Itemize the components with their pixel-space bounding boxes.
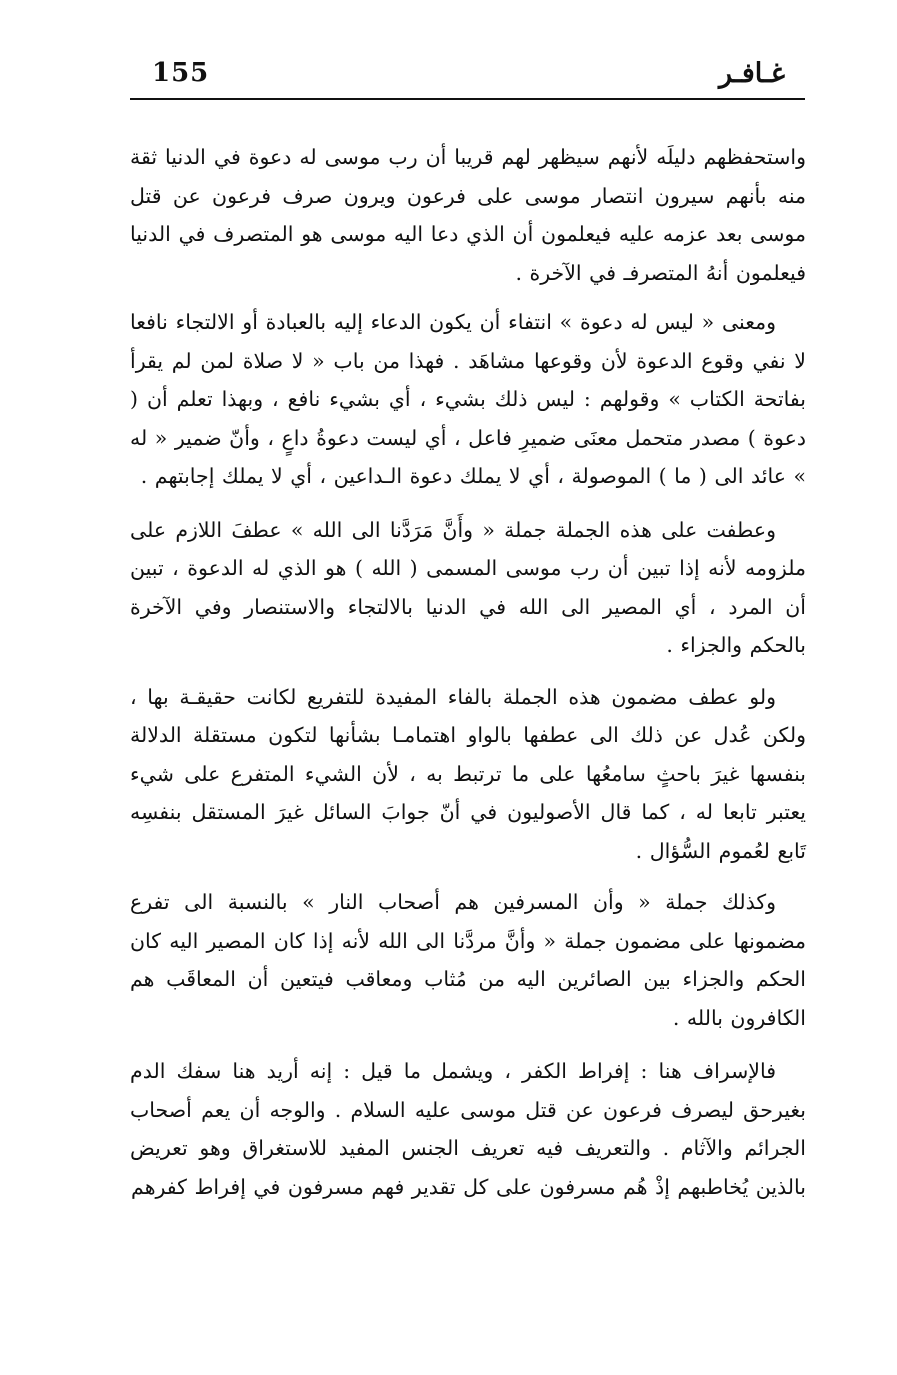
paragraph-6: فالإسراف هنا : إفراط الكفر ، ويشمل ما قيل : إنه أريد هنا سفك الدم بغيرحق ليصرف فرعون عن قتل موسى عليه السلام . والوجه أن يعم أصحاب الجرائم والآثام . والتعريف فيه تعريف الجنس المفيد للاستغراق وهو تعريض بالذين يُخاطبهم إذْ هُم مسرفون على كل تقدير فهم مسرفون في إفراط كفرهم [130,1059,806,1199]
header-rule [130,98,805,100]
running-title: غـافـر [719,58,785,89]
paragraph-2: ومعنى « ليس له دعوة » انتفاء أن يكون الدعاء إليه بالعبادة أو الالتجاء نافعا لا نفي وقوع الدعوة لأن وقوعها مشاهَد . فهذا من باب « لا صلاة لمن لم يقرأ بفاتحة الكتاب » وقولهم : ليس ذلك بشيء ، أي بشيء نافع ، وبهذا تعلم أن ( دعوة ) مصدر متحمل معنَى ضميرِ فاعل ، أي ليست دعوةُ داعٍ ، وأنّ ضمير « له » عائد الى ( ما ) الموصولة ، أي لا يملك دعوة الـداعين ، أي لا يملك إجابتهم . [130,310,806,488]
page-number: 155 [152,58,210,88]
body-text [130,138,806,1206]
paragraph-1: واستحفظهم دليلَه لأنهم سيظهر لهم قريبا أن رب موسى له دعوة في الدنيا ثقة منه بأنهم سيرون انتصار موسى على فرعون ويرون صرف فرعون عن قتل موسى بعد عزمه عليه فيعلمون أن الذي دعا اليه موسى هو المتصرف في الدنيا فيعلمون أنهُ المتصرفـ في الآخرة . [130,145,806,285]
paragraph-4: ولو عطف مضمون هذه الجملة بالفاء المفيدة للتفريع لكانت حقيقـة بها ، ولكن عُدل عن ذلك الى عطفها بالواو اهتمامـا بشأنها لتكون مستقلة الدلالة بنفسها غيرَ باحثٍ سامعُها على ما ترتبط به ، لأن الشيء المتفرع على شيء يعتبر تابعا له ، كما قال الأصوليون في أنّ جوابَ السائل غيرَ المستقل بنفسِه تَابع لعُموم السُّؤال . [130,684,807,863]
paragraph-3: وعطفت على هذه الجملة جملة « وأَنَّ مَرَدَّنا الى الله » عطفَ اللازم على ملزومه لأنه إذا تبين أن رب موسى المسمى ( الله ) هو الذي له الدعوة ، تبين أن المرد ، أي المصير الى الله في الدنيا بالالتجاء والاستنصار وفي الآخرة بالحكم والجزاء . [130,517,806,657]
page-header [130,58,805,100]
paragraph-5: وكذلك جملة « وأن المسرفين هم أصحاب النار » بالنسبة الى تفرع مضمونها على مضمون جملة « وأنَّ مردَّنا الى الله لأنه إذا كان المصير اليه كان الحكم والجزاء بين الصائرين اليه من مُثاب ومعاقب فيتعين أن المعاقَب هم الكافرون بالله . [130,890,806,1030]
